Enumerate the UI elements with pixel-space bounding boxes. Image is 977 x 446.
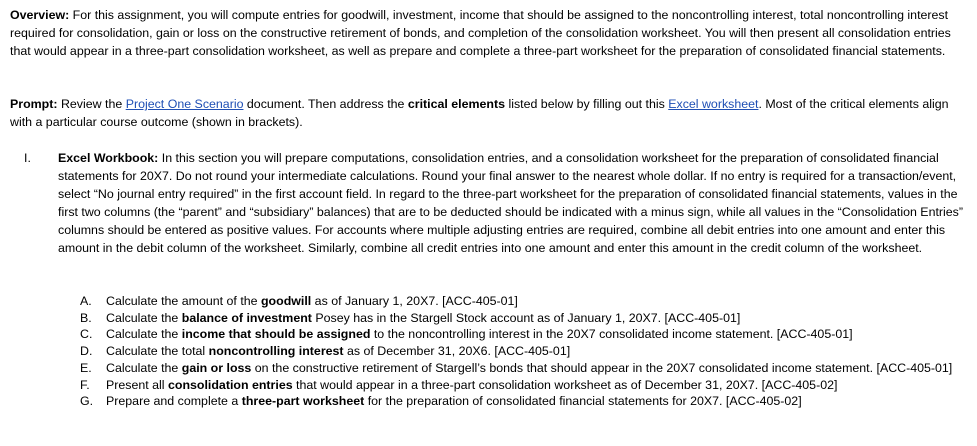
item-bold: noncontrolling interest [208,344,344,359]
project-one-scenario-link[interactable]: Project One Scenario [125,97,244,111]
item-text: that would appear in a three-part consolidation worksheet as of December 31, 20X7. [ACC-405-02] [292,377,838,392]
item-text: Calculate the [106,360,182,375]
list-item [80,293,972,310]
prompt-text-2: document. Then address the [243,97,408,111]
item-text: Present all [106,377,168,392]
item-text: Posey has in the Stargell Stock account as of January 1, 20X7. [ACC-405-01] [311,310,741,325]
item-letter: F. [80,377,90,392]
item-letter: G. [80,394,94,409]
item-letter: A. [80,294,92,308]
list-item [80,393,972,410]
section-title: Excel Workbook: [58,151,159,165]
item-bold: three-part worksheet [241,394,365,409]
list-item [80,360,972,377]
item-text: Calculate the [106,327,182,342]
section-numeral: I. [24,151,31,165]
section-text: In this section you will prepare computations, consolidation entries, and a consolidation worksheet for the preparation of consolidated financial statements for 20X7. Do not round your intermediate calculations. Round your final answer to the nearest whole dollar. If no entry is required for a transaction/event, select “No journal entry required” in the first account field. In regard to the three-part worksheet for the preparation of consolidated financial statements, values in the first two columns (the “parent” and “subsidiary” balances) that are to be deducted should be indicated with a minus sign, while all values in the “Consolidation Entries” columns should be entered as positive values. For accounts where multiple adjusting entries are required, combine all debit entries into one amount and enter this amount in the debit column of the worksheet. Similarly, combine all credit entries into one amount and enter this amount in the credit column of the worksheet. [58,151,963,255]
item-text: Calculate the total [106,344,209,359]
item-bold: income that should be assigned [181,327,371,342]
item-bold: goodwill [260,294,312,308]
prompt-label: Prompt: [10,97,58,111]
item-text: as of January 1, 20X7. [ACC-405-01] [311,294,518,308]
item-text: as of December 31, 20X6. [ACC-405-01] [343,344,571,359]
item-letter: B. [80,310,92,325]
item-bold: gain or loss [181,360,252,375]
critical-elements-text: critical elements [407,97,505,111]
item-text: Prepare and complete a [106,394,242,409]
list-item [80,343,972,360]
item-text: for the preparation of consolidated financial statements for 20X7. [ACC-405-02] [364,394,802,409]
excel-worksheet-link[interactable]: Excel worksheet [668,97,759,111]
prompt-text-4: . Most of the critical elements align with a particular course outcome (shown in brackets). [10,97,949,129]
item-letter: E. [80,360,92,375]
overview-label: Overview: [10,8,70,22]
prompt-text-1: Review the [57,97,126,111]
prompt-text-3: listed below by filling out this [505,97,669,111]
item-text: Calculate the [106,310,182,325]
list-item [80,326,972,343]
item-text: Calculate the amount of the [106,294,261,308]
excel-workbook-section [58,150,972,257]
item-text: to the noncontrolling interest in the 20X7 consolidated income statement. [ACC-405-01] [370,327,853,342]
prompt-paragraph [10,96,972,132]
item-bold: balance of investment [181,310,312,325]
item-text: on the constructive retirement of Stargell’s bonds that should appear in the 20X7 consolidated income statement. [ACC-405-01] [251,360,953,375]
item-letter: D. [80,344,93,359]
item-letter: C. [80,327,93,342]
overview-paragraph [10,7,972,61]
item-bold: consolidation entries [167,377,293,392]
list-item [80,377,972,394]
list-item [80,310,972,327]
critical-elements-list [80,293,972,410]
overview-text: For this assignment, you will compute entries for goodwill, investment, income that should be assigned to the noncontrolling interest, total noncontrolling interest required for consolidation, gain or loss on the constructive retirement of bonds, and completion of the consolidation worksheet. You will then present all consolidation entries that would appear in a three-part consolidation worksheet, as well as prepare and complete a three-part worksheet for the preparation of consolidated financial statements. [10,8,951,58]
